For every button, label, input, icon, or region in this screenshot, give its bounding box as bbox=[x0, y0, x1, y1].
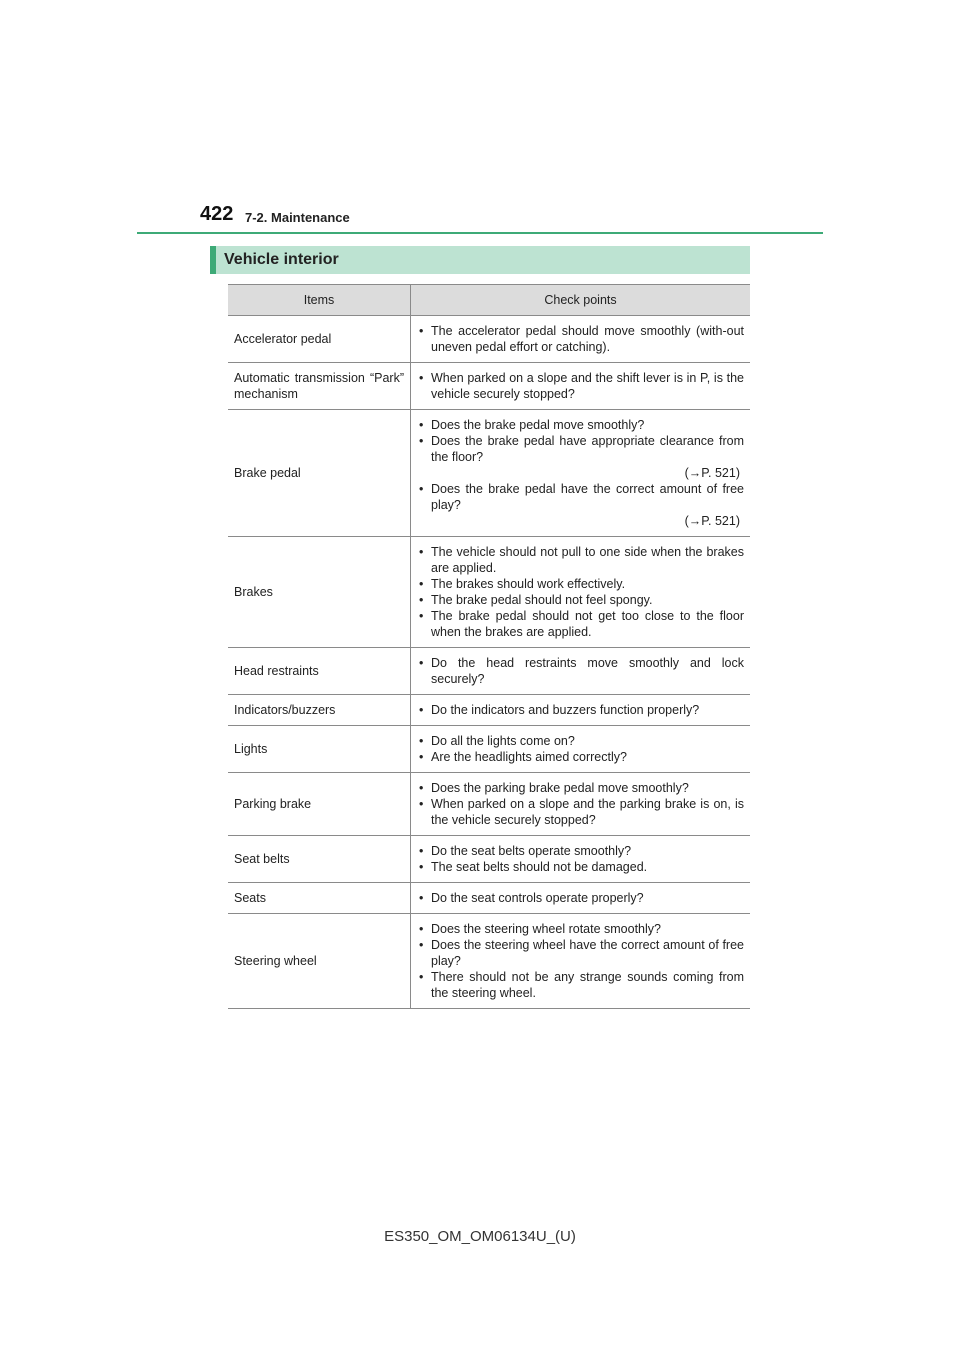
check-point-item bbox=[417, 576, 744, 592]
check-point-text: Do the head restraints move smoothly and lock securely? bbox=[431, 656, 744, 686]
check-point-item bbox=[417, 843, 744, 859]
item-cell: Steering wheel bbox=[228, 914, 411, 1009]
check-points-list bbox=[417, 655, 744, 687]
check-point-item bbox=[417, 969, 744, 1001]
item-cell: Brake pedal bbox=[228, 410, 411, 537]
table-row bbox=[228, 836, 750, 883]
table-row bbox=[228, 537, 750, 648]
check-point-item bbox=[417, 592, 744, 608]
header-divider bbox=[137, 232, 823, 234]
check-point-text: Are the headlights aimed correctly? bbox=[431, 750, 627, 764]
table-row bbox=[228, 914, 750, 1009]
check-points-cell bbox=[411, 836, 751, 883]
table-row bbox=[228, 883, 750, 914]
table-row bbox=[228, 410, 750, 537]
check-point-item bbox=[417, 733, 744, 749]
check-point-item bbox=[417, 433, 744, 481]
check-points-cell bbox=[411, 914, 751, 1009]
check-point-text: Do the seat controls operate properly? bbox=[431, 891, 644, 905]
check-point-item bbox=[417, 608, 744, 640]
table-row bbox=[228, 726, 750, 773]
check-point-item bbox=[417, 796, 744, 828]
check-point-text: There should not be any strange sounds coming from the steering wheel. bbox=[431, 970, 744, 1000]
check-point-text: Do the indicators and buzzers function properly? bbox=[431, 703, 700, 717]
check-point-text: Does the steering wheel rotate smoothly? bbox=[431, 922, 661, 936]
check-points-list bbox=[417, 544, 744, 640]
check-points-list bbox=[417, 417, 744, 529]
table-body bbox=[228, 316, 750, 1009]
check-point-item bbox=[417, 481, 744, 529]
check-point-item bbox=[417, 417, 744, 433]
check-point-item bbox=[417, 780, 744, 796]
check-point-item bbox=[417, 544, 744, 576]
item-cell: Brakes bbox=[228, 537, 411, 648]
item-cell: Indicators/buzzers bbox=[228, 695, 411, 726]
item-cell: Parking brake bbox=[228, 773, 411, 836]
section-label: 7-2. Maintenance bbox=[245, 210, 350, 225]
table-row bbox=[228, 773, 750, 836]
check-points-cell bbox=[411, 648, 751, 695]
item-cell: Seat belts bbox=[228, 836, 411, 883]
inspection-table bbox=[228, 284, 750, 1009]
check-point-text: Does the brake pedal move smoothly? bbox=[431, 418, 645, 432]
check-point-text: Do the seat belts operate smoothly? bbox=[431, 844, 632, 858]
check-point-item bbox=[417, 655, 744, 687]
check-point-text: Do all the lights come on? bbox=[431, 734, 575, 748]
table-row bbox=[228, 363, 750, 410]
check-point-text: The seat belts should not be damaged. bbox=[431, 860, 648, 874]
check-point-text: The vehicle should not pull to one side when the brakes are applied. bbox=[431, 545, 744, 575]
check-points-cell bbox=[411, 363, 751, 410]
check-points-list bbox=[417, 702, 744, 718]
check-points-list bbox=[417, 323, 744, 355]
check-points-list bbox=[417, 733, 744, 765]
check-point-item bbox=[417, 859, 744, 875]
check-point-text: The brakes should work effectively. bbox=[431, 577, 626, 591]
table-header-row bbox=[228, 285, 750, 316]
document-code: ES350_OM_OM06134U_(U) bbox=[384, 1228, 576, 1245]
check-point-item bbox=[417, 921, 744, 937]
check-point-item bbox=[417, 890, 744, 906]
check-points-list bbox=[417, 843, 744, 875]
check-point-item bbox=[417, 702, 744, 718]
page-number: 422 bbox=[200, 203, 234, 225]
column-header-check-points: Check points bbox=[411, 285, 751, 316]
check-point-item bbox=[417, 749, 744, 765]
check-point-text: The brake pedal should not get too close to the floor when the brakes are applied. bbox=[431, 609, 744, 639]
check-point-text: Does the brake pedal have the correct amount of free play? bbox=[431, 482, 744, 512]
section-heading bbox=[210, 246, 750, 274]
check-points-cell bbox=[411, 410, 751, 537]
check-point-item bbox=[417, 323, 744, 355]
check-points-list bbox=[417, 921, 744, 1001]
table-row bbox=[228, 648, 750, 695]
check-point-text: Does the parking brake pedal move smoothly? bbox=[431, 781, 689, 795]
check-points-list bbox=[417, 890, 744, 906]
check-point-text: When parked on a slope and the parking brake is on, is the vehicle securely stopped? bbox=[431, 797, 744, 827]
check-point-text: The brake pedal should not feel spongy. bbox=[431, 593, 653, 607]
check-point-item bbox=[417, 370, 744, 402]
page-reference: (→P. 521) bbox=[684, 514, 740, 528]
check-point-item bbox=[417, 937, 744, 969]
page-reference: (→P. 521) bbox=[684, 466, 740, 480]
check-points-list bbox=[417, 780, 744, 828]
section-title: Vehicle interior bbox=[224, 251, 339, 268]
item-cell: Automatic transmission “Park” mechanism bbox=[228, 363, 411, 410]
check-points-cell bbox=[411, 537, 751, 648]
check-points-list bbox=[417, 370, 744, 402]
item-cell: Seats bbox=[228, 883, 411, 914]
table-row bbox=[228, 695, 750, 726]
check-points-cell bbox=[411, 316, 751, 363]
check-points-cell bbox=[411, 883, 751, 914]
item-cell: Head restraints bbox=[228, 648, 411, 695]
check-points-cell bbox=[411, 773, 751, 836]
check-points-cell bbox=[411, 695, 751, 726]
check-point-text: The accelerator pedal should move smoothly (with-out uneven pedal effort or catching). bbox=[431, 324, 744, 354]
check-point-text: Does the steering wheel have the correct amount of free play? bbox=[431, 938, 744, 968]
item-cell: Accelerator pedal bbox=[228, 316, 411, 363]
check-point-text: Does the brake pedal have appropriate clearance from the floor? bbox=[431, 434, 744, 464]
check-point-text: When parked on a slope and the shift lever is in P, is the vehicle securely stopped? bbox=[431, 371, 744, 401]
check-points-cell bbox=[411, 726, 751, 773]
table-row bbox=[228, 316, 750, 363]
item-cell: Lights bbox=[228, 726, 411, 773]
column-header-items: Items bbox=[228, 285, 411, 316]
